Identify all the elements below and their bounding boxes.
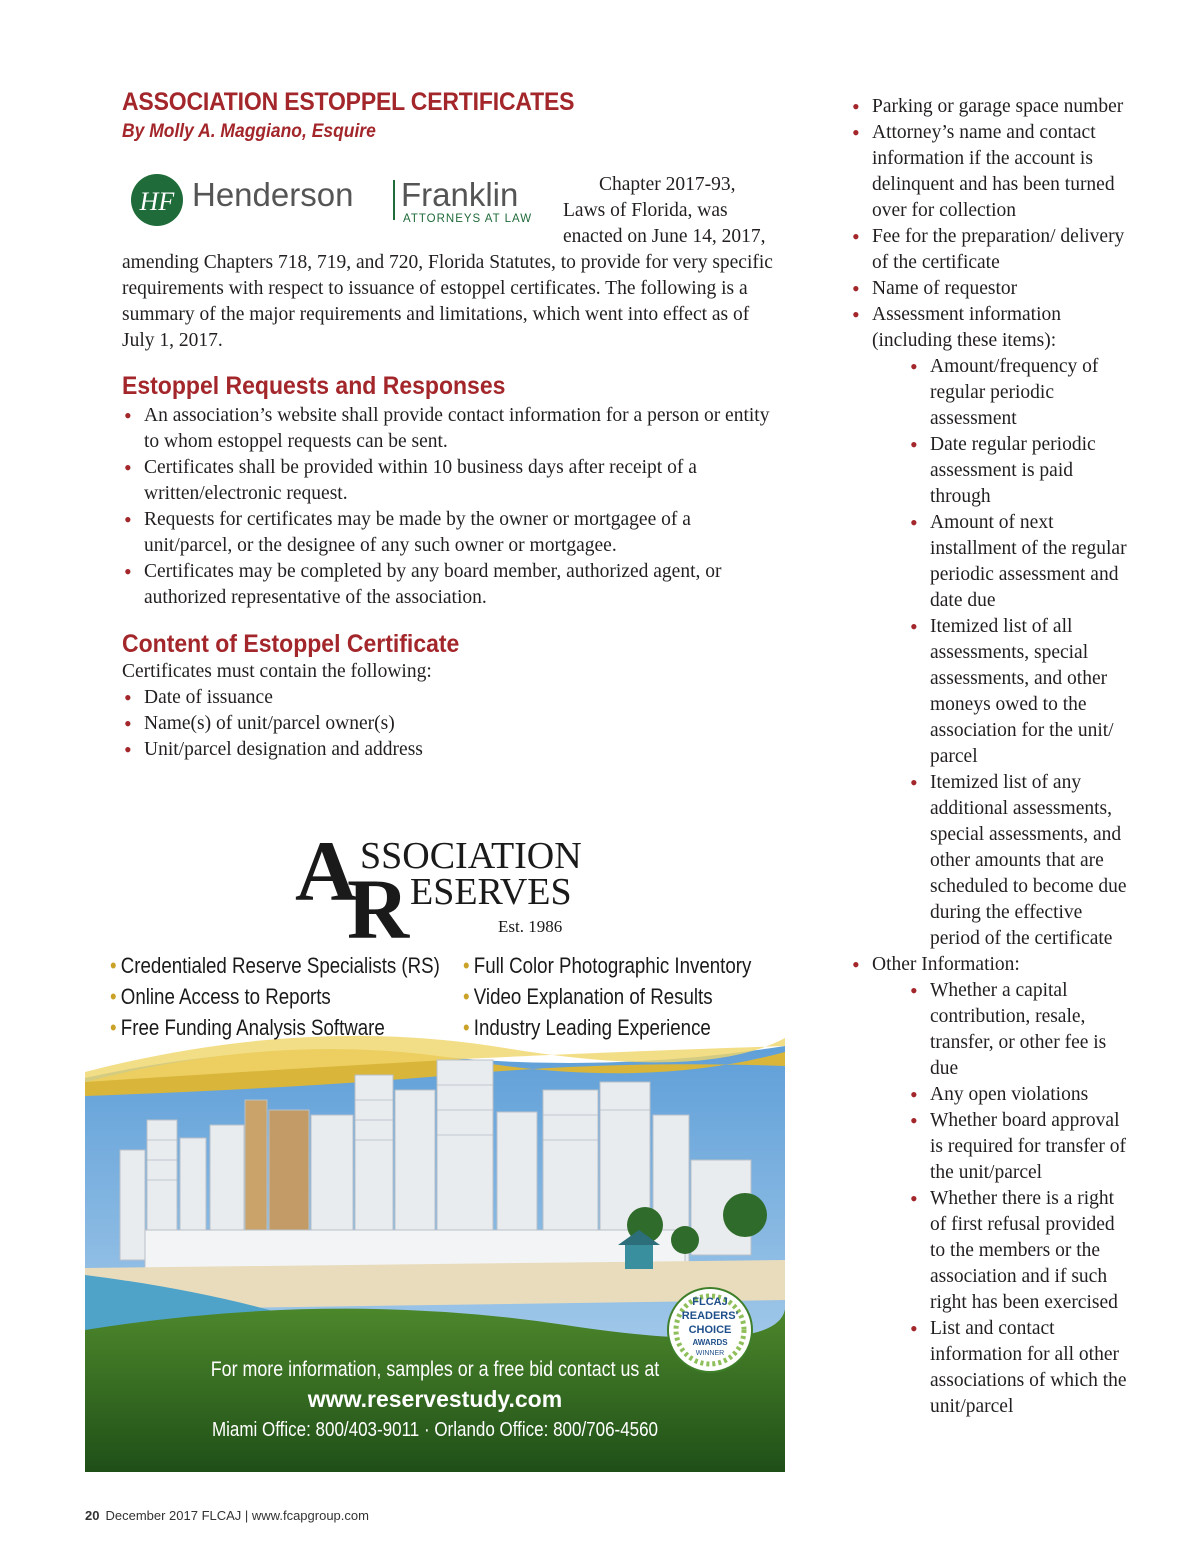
ad-bullet: • Online Access to Reports [110,984,331,1009]
section-content [122,630,782,763]
sub-list-item: • Amount/frequency of regular periodic assessment [908,354,1130,432]
sub-list-item: • Whether board approval is required for transfer of the unit/parcel [908,1108,1130,1186]
ad-bullet: • Full Color Photographic Inventory [463,953,752,978]
svg-text:READERS': READERS' [681,1310,739,1322]
list-item: • Attorney’s name and contact information if the account is delinquent and has been turned over for collection [850,120,1130,224]
logo-name-left: Henderson [192,176,354,213]
page-footer [85,1508,369,1523]
ad-est: Est. 1986 [498,917,563,936]
ad-contact [85,1358,785,1442]
svg-text:FLCAJ: FLCAJ [692,1296,728,1308]
list-item: • Parking or garage space number [850,94,1130,120]
ad-bullets-right [463,950,751,1043]
right-column [850,94,1130,1420]
sub-list-item: • Any open violations [908,1082,1130,1108]
list-item: • Other Information: • Whether a capital contribution, resale, transfer, or other fee is due • Any open violations • Whether board approval is required for transfer of the unit/parcel • Whether there is a right of first refusal provided to the members or the association and if such right has been exercised • List and contact information for all other associations of which the unit/parcel [850,952,1130,1420]
footer-issue: December 2017 FLCAJ | www.fcapgroup.com [105,1508,369,1523]
article-byline: By Molly A. Maggiano, Esquire [122,121,376,142]
svg-text:WINNER: WINNER [695,1350,725,1357]
intro-line-2: Laws of Florida, was [563,200,728,221]
ad-bullet: • Free Funding Analysis Software [110,1015,385,1040]
page-number: 20 [85,1508,100,1523]
list-item: • Certificates may be completed by any board member, authorized agent, or authorized representative of the association. [122,559,782,611]
list-item: • Name of requestor [850,276,1130,302]
ad-logo-a: A [295,823,358,919]
intro-line-1: Chapter 2017-93, [599,174,736,195]
list-item: • Unit/parcel designation and address [122,737,782,763]
list-item: • Name(s) of unit/parcel owner(s) [122,711,782,737]
ad-logo-line1: SSOCIATION [360,835,582,877]
list-item: • Assessment information (including these items): • Amount/frequency of regular periodic assessment • Date regular periodic assessment is paid through • Amount of next installment of the regular periodic assessment and date due • Itemized list of all assessments, special assessments, and other moneys owed to the association for the unit/ parcel • Itemized list of any additional assessments, special assessments, and other amounts that are scheduled to become due during the effective period of the certificate [850,302,1130,952]
ad-url-link[interactable]: www.reservestudy.com [307,1386,563,1412]
logo-name-right: Franklin [401,176,519,213]
intro-float [563,172,783,250]
sub-list-item: • Whether a capital contribution, resale, transfer, or other fee is due [908,978,1130,1082]
ad-bullet: • Industry Leading Experience [463,1015,711,1040]
ad-bullet: • Credentialed Reserve Specialists (RS) [110,953,440,978]
logo-tagline: ATTORNEYS AT LAW [403,213,533,225]
section-requests-heading: Estoppel Requests and Responses [122,372,506,400]
svg-text:AWARDS: AWARDS [692,1338,728,1347]
sub-list-item: • Date regular periodic assessment is paid through [908,432,1130,510]
sub-list-item: • Whether there is a right of first refusal provided to the members or the association and if such right has been exercised [908,1186,1130,1316]
ad-bullet: • Video Explanation of Results [463,984,713,1009]
henderson-franklin-logo [130,172,550,232]
ad-logo-r: R [347,861,410,957]
section-requests [122,372,782,611]
sub-list-item: • Itemized list of all assessments, special assessments, and other moneys owed to the association for the unit/ parcel [908,614,1130,770]
logo-monogram: HF [139,187,175,216]
intro-paragraph: amending Chapters 718, 719, and 720, Florida Statutes, to provide for very specific requirements with respect to issuance of estoppel certificates. The following is a summary of the major requirements and limitations, which went into effect as of July 1, 2017. [122,252,773,351]
intro-line-3: enacted on June 14, 2017, [563,226,766,247]
section-content-lead: Certificates must contain the following: [122,661,432,682]
ad-cta: For more information, samples or a free bid contact us at [210,1358,660,1381]
ad-offices: Miami Office: 800/403-9011 · Orlando Office: 800/706-4560 [211,1419,659,1441]
ad-logo-line2: ESERVES [410,871,572,913]
left-column [122,88,782,143]
list-item: • Fee for the preparation/ delivery of the certificate [850,224,1130,276]
list-item: • An association’s website shall provide contact information for a person or entity to whom estoppel requests can be sent. [122,403,782,455]
sub-list-item: • Amount of next installment of the regular periodic assessment and date due [908,510,1130,614]
list-item: • Date of issuance [122,685,782,711]
sub-list-item: • List and contact information for all other associations of which the unit/parcel [908,1316,1130,1420]
association-reserves-ad[interactable] [85,820,785,1472]
article-title: ASSOCIATION ESTOPPEL CERTIFICATES [122,88,575,116]
list-item: • Certificates shall be provided within 10 business days after receipt of a written/electronic request. [122,455,782,507]
section-content-heading: Content of Estoppel Certificate [122,630,460,658]
sub-list-item: • Itemized list of any additional assessments, special assessments, and other amounts that are scheduled to become due during the effective period of the certificate [908,770,1130,952]
list-item: • Requests for certificates may be made by the owner or mortgagee of a unit/parcel, or the designee of any such owner or mortgagee. [122,507,782,559]
ad-bullets-left [110,950,440,1043]
svg-text:CHOICE: CHOICE [688,1324,732,1336]
